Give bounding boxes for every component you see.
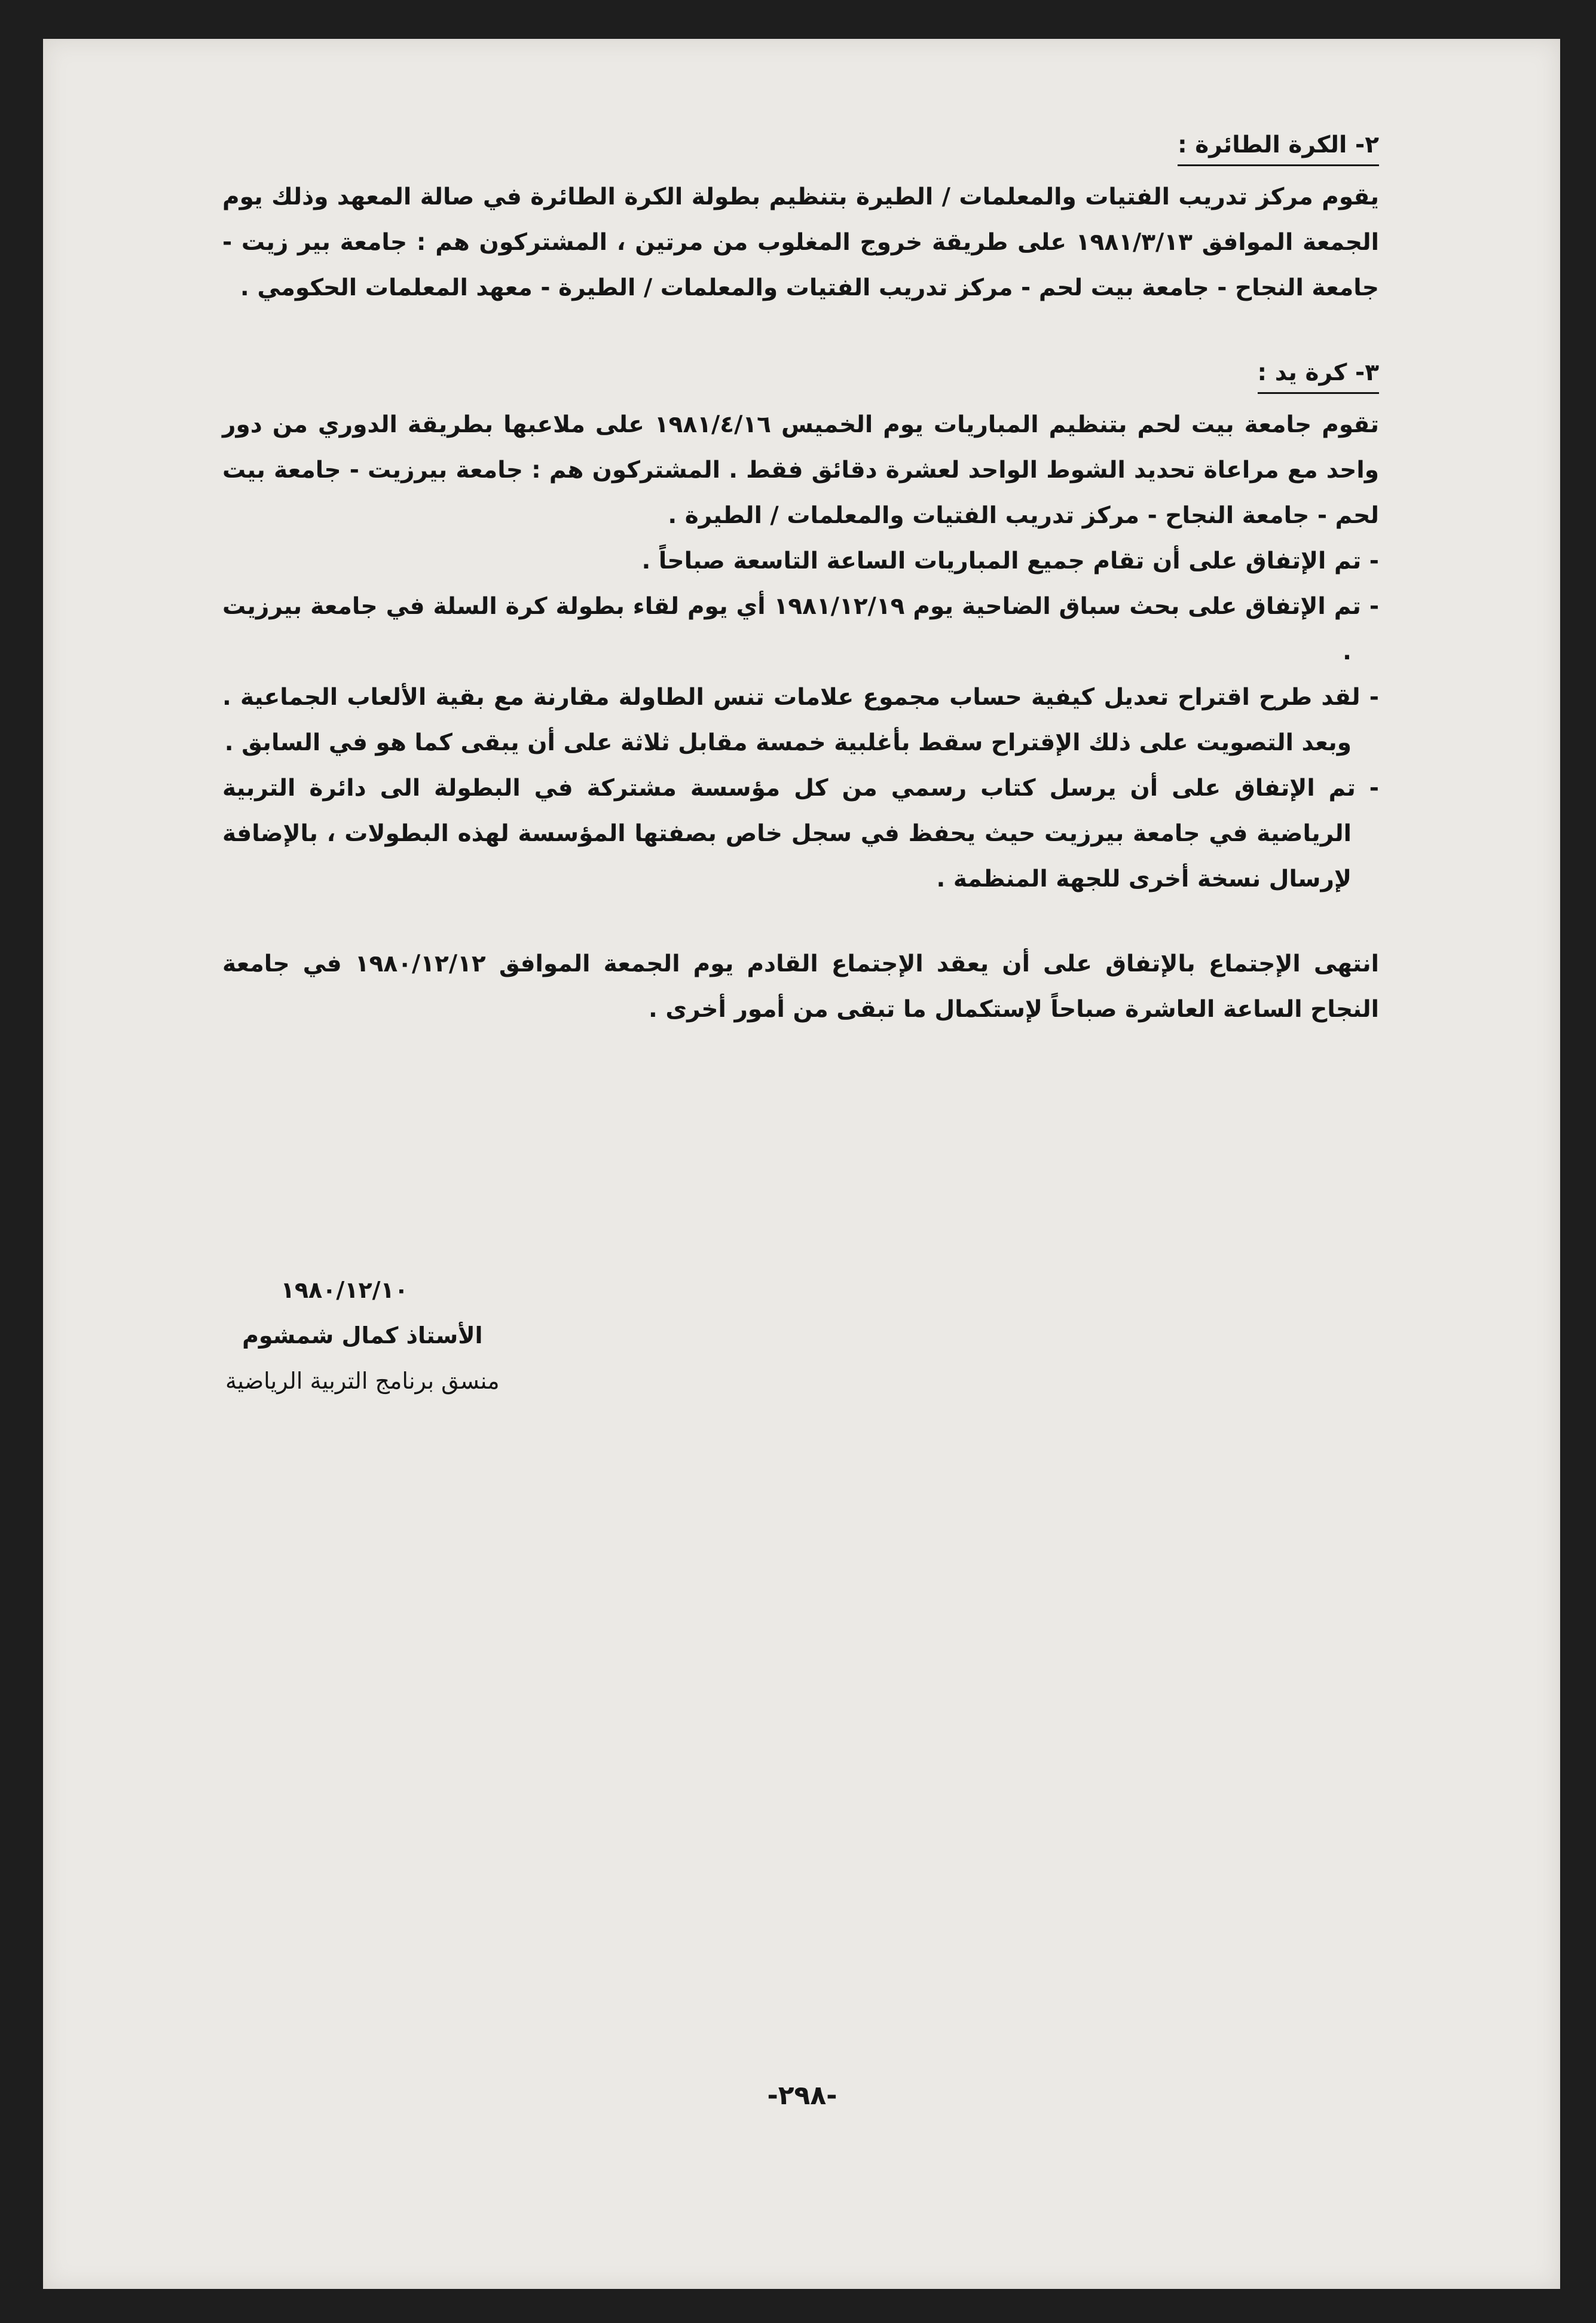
bullet-item: - تم الإتفاق على بحث سباق الضاحية يوم ١٩٨١/١٢/١٩ أي يوم لقاء بطولة كرة السلة في جامعة بيرزيت . [222, 593, 1380, 665]
section-heading-handball: ٣- كرة يد : [1258, 355, 1379, 394]
closing-paragraph: انتهى الإجتماع بالإتفاق على أن يعقد الإجتماع القادم يوم الجمعة الموافق ١٩٨٠/١٢/١٢ في جامعة النجاح الساعة العاشرة صباحاً لإستكمال ما تبقى من أمور أخرى . [222, 950, 1379, 1023]
signature-name: الأستاذ كمال شمشوم [242, 1322, 483, 1349]
document-page [43, 39, 1560, 2289]
bullet-item: - تم الإتفاق على أن يرسل كتاب رسمي من كل مؤسسة مشتركة في البطولة الى دائرة التربية الرياضية في جامعة بيرزيت حيث يحفظ في سجل خاص بصفتها المؤسسة لهذه البطولات ، بالإضافة لإرسال نسخة أخرى للجهة المنظمة . [222, 775, 1379, 892]
bullet-item: - لقد طرح اقتراح تعديل كيفية حساب مجموع علامات تنس الطاولة مقارنة مع بقية الألعاب الجماعية . وبعد التصويت على ذلك الإقتراح سقط بأغلبية خمسة مقابل ثلاثة على أن يبقى كما هو في السابق . [222, 684, 1379, 756]
section-heading-volleyball: ٢- الكرة الطائرة : [1178, 127, 1379, 166]
document-body [222, 123, 1379, 1032]
signature-date: ١٩٨٠/١٢/١٠ [280, 1277, 408, 1303]
page-number: -٢٩٨- [767, 2080, 837, 2111]
section-handball [222, 350, 1379, 902]
section-paragraph-handball: تقوم جامعة بيت لحم بتنظيم المباريات يوم الخميس ١٩٨١/٤/١٦ على ملاعبها بطريقة الدوري من دور واحد مع مراعاة تحديد الشوط الواحد لعشرة دقائق فقط . المشتركون هم : جامعة بيرزيت - جامعة بيت لحم - جامعة النجاح - مركز تدريب الفتيات والمعلمات / الطيرة . [222, 411, 1379, 529]
section-volleyball [222, 123, 1379, 311]
signature-role: منسق برنامج التربية الرياضية [225, 1368, 500, 1394]
signature-block [225, 1267, 500, 1404]
bullet-item: - تم الإتفاق على أن تقام جميع المباريات الساعة التاسعة صباحاً . [641, 548, 1379, 574]
section-paragraph-volleyball: يقوم مركز تدريب الفتيات والمعلمات / الطيرة بتنظيم بطولة الكرة الطائرة في صالة المعهد وذلك يوم الجمعة الموافق ١٩٨١/٣/١٣ على طريقة خروج المغلوب من مرتين ، المشتركون هم : جامعة بير زيت - جامعة النجاح - جامعة بيت لحم - مركز تدريب الفتيات والمعلمات / الطيرة - معهد المعلمات الحكومي . [222, 184, 1379, 301]
